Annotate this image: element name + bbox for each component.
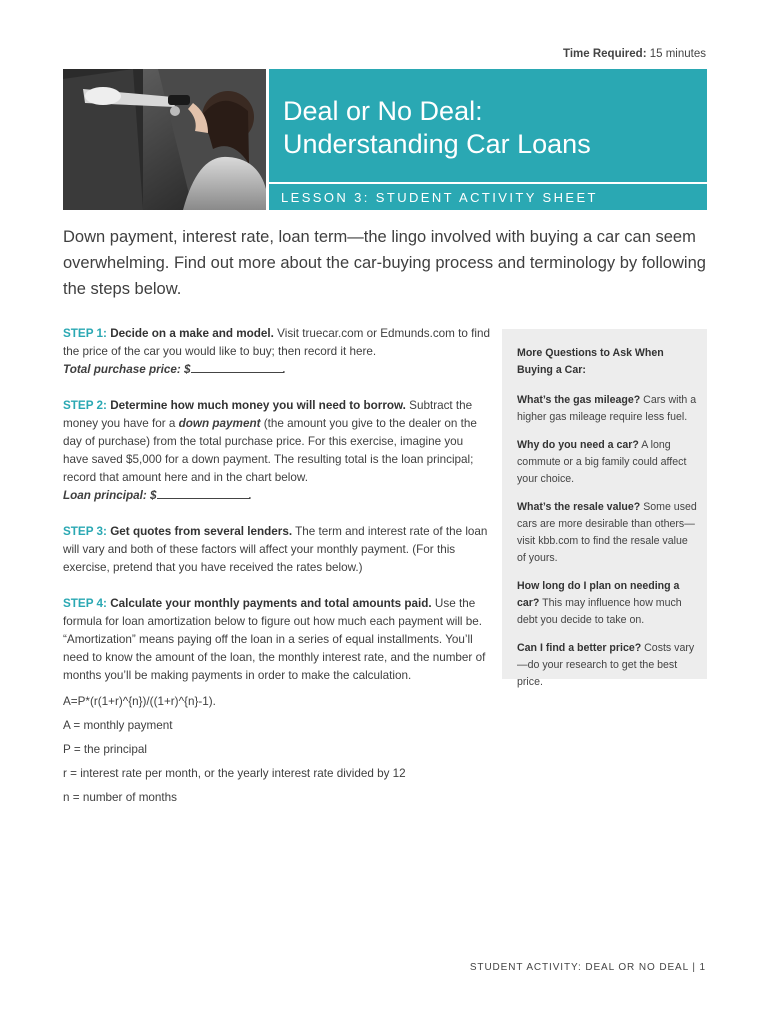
sidebar-question-answer: This may influence how much debt you decide to take on. [517, 597, 682, 626]
formula-p-definition: P = the principal [63, 743, 147, 756]
sidebar-question [517, 437, 699, 488]
step-2-heading: Determine how much money you will need to borrow. [110, 399, 406, 412]
step-3-label: STEP 3: [63, 525, 107, 538]
lesson-label: LESSON 3: STUDENT ACTIVITY SHEET [281, 190, 598, 205]
loan-principal-blank[interactable] [157, 487, 249, 499]
down-payment-term: down payment [178, 417, 261, 430]
step-1-text: Visit truecar.com or Edmunds.com to find the price of the car you would like to buy; then record it here. [63, 327, 490, 358]
sidebar-question [517, 578, 699, 629]
intro-paragraph: Down payment, interest rate, loan term—the lingo involved with buying a car can seem overwhelming. Find out more about the car-buying process and terminology by following the steps below. [63, 228, 706, 298]
sidebar-title: More Questions to Ask When Buying a Car: [517, 347, 664, 376]
sidebar-question-title: Can I find a better price? [517, 642, 642, 654]
step-4 [63, 595, 491, 685]
formula-r-definition: r = interest rate per month, or the yearly interest rate divided by 12 [63, 767, 406, 780]
page-title-line2: Understanding Car Loans [283, 129, 591, 159]
page-title-line1: Deal or No Deal: [283, 96, 483, 126]
sidebar-question-answer: Costs vary—do your research to get the best price. [517, 642, 695, 688]
total-price-field-label: Total purchase price: $ [63, 363, 191, 376]
sidebar-question [517, 640, 699, 691]
step-1 [63, 325, 491, 379]
car-keys-photo-illustration [63, 69, 266, 210]
sidebar-question-answer: Cars with a higher gas mileage require less fuel. [517, 394, 697, 423]
page-footer: STUDENT ACTIVITY: DEAL OR NO DEAL | 1 [469, 962, 706, 973]
sidebar-question-title: What’s the resale value? [517, 501, 641, 513]
step-2-label: STEP 2: [63, 399, 107, 412]
step-4-label: STEP 4: [63, 597, 107, 610]
step-1-heading: Decide on a make and model. [110, 327, 274, 340]
step-4-text: Use the formula for loan amortization below to figure out how much each payment will be. “Amortization” means paying off the loan in a series of equal installments. You’ll need to know the amount of the loan, the monthly interest rate, and the number of months you’ll be making payments in order to make the calculation. [63, 597, 486, 682]
step-3-heading: Get quotes from several lenders. [110, 525, 293, 538]
total-price-blank[interactable] [191, 361, 283, 373]
steps-section [63, 325, 491, 703]
step-3 [63, 523, 491, 577]
time-required [563, 48, 706, 60]
formula-equation: A=P*(r(1+r)^{n})/((1+r)^{n}-1). [63, 695, 216, 708]
step-2-text-a: Subtract the money you have for a [63, 399, 473, 430]
sidebar-question [517, 392, 699, 426]
title-block [269, 69, 707, 182]
sidebar-question-answer: Some used cars are more desirable than others—visit kbb.com to find the resale value of yours. [517, 501, 697, 564]
step-3-text: The term and interest rate of the loan will vary and both of these factors will affect your monthly payment. (For this exercise, pretend that you have received the rates below.) [63, 525, 488, 574]
lesson-bar [269, 184, 707, 210]
questions-sidebar [502, 329, 707, 688]
loan-principal-field-label: Loan principal: $ [63, 489, 157, 502]
sidebar-question-title: What’s the gas mileage? [517, 394, 641, 406]
time-required-label: Time Required: [563, 48, 647, 60]
time-required-value: 15 minutes [649, 48, 706, 60]
hero-photo [63, 69, 266, 210]
sidebar-question [517, 499, 699, 567]
loan-principal-field-end: . [248, 489, 252, 502]
total-price-field-end: . [282, 363, 286, 376]
step-2 [63, 397, 491, 505]
sidebar-question-answer: A long commute or a big family could affect your choice. [517, 439, 687, 485]
sidebar-question-title: Why do you need a car? [517, 439, 639, 451]
step-2-text-b: (the amount you give to the dealer on the day of purchase) from the total purchase price. For this exercise, imagine you have saved $5,000 for a down payment. The resulting total is the loan principal; record that amount here and in the chart below. [63, 417, 477, 484]
page-title [283, 95, 591, 161]
step-1-label: STEP 1: [63, 327, 107, 340]
sidebar-question-title: How long do I plan on needing a car? [517, 580, 680, 609]
formula-n-definition: n = number of months [63, 791, 178, 804]
formula-a-definition: A = monthly payment [63, 719, 173, 732]
formula-section [63, 693, 503, 813]
step-4-heading: Calculate your monthly payments and total amounts paid. [110, 597, 432, 610]
